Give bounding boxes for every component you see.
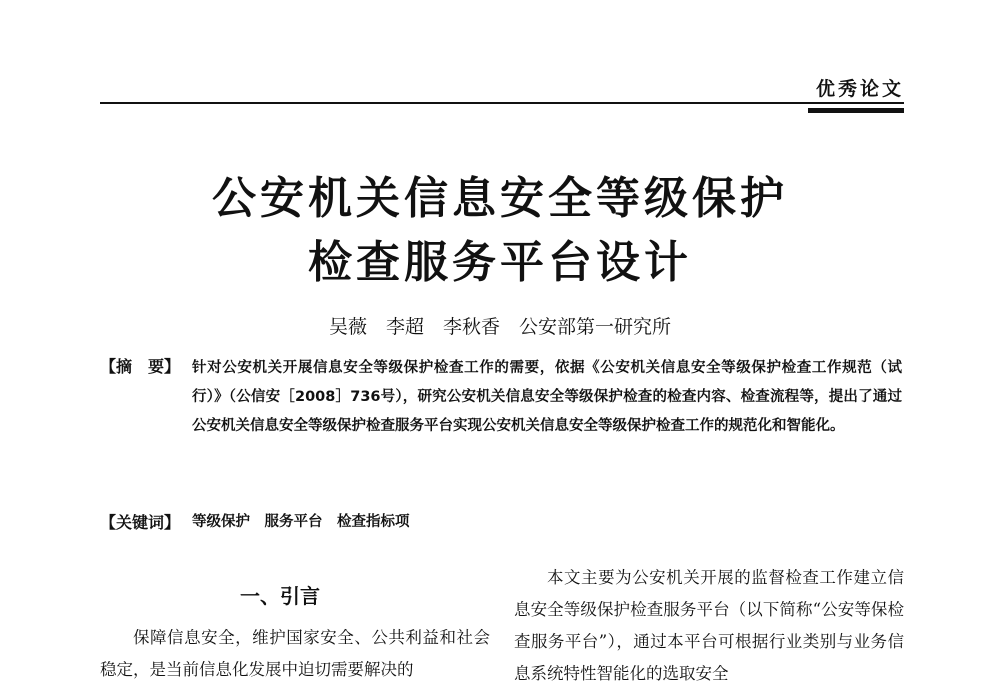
- abstract-label: 【摘 要】: [100, 357, 181, 376]
- paper-title-line-1: 公安机关信息安全等级保护: [212, 173, 788, 224]
- author-line: 吴薇 李超 李秋香 公安部第一研究所: [328, 316, 671, 338]
- header-rule: [100, 102, 904, 104]
- keywords-text: 等级保护 服务平台 检查指标项: [192, 514, 410, 530]
- keywords-label: 【关键词】: [100, 513, 181, 532]
- body-paragraph: 保障信息安全，维护国家安全、公共利益和社会稳定，是当前信息化发展中迫切需要解决的: [100, 628, 490, 679]
- body-paragraph: 本文主要为公安机关开展的监督检查工作建立信息安全等级保护检查服务平台（以下简称“公安等保检查服务平台”），通过本平台可根据行业类别与业务信息系统特性智能化的选取安全: [514, 568, 904, 683]
- abstract-text: 针对公安机关开展信息安全等级保护检查工作的需要，依据《公安机关信息安全等级保护检查工作规范（试行）》（公信安［2008］736号），研究公安机关信息安全等级保护检查的检查内容、检查流程等，提出了通过公安机关信息安全等级保护检查服务平台实现公安机关信息安全等级保护检查工作的规范化和智能化。: [192, 360, 902, 434]
- section-heading-introduction: 一、引言: [240, 584, 320, 608]
- journal-section-tag: 优秀论文: [815, 78, 904, 100]
- paper-title-line-2: 检查服务平台设计: [308, 237, 692, 288]
- header-rule-bold: [808, 108, 904, 113]
- body-column-right: [514, 562, 904, 690]
- body-column-left: [100, 622, 490, 686]
